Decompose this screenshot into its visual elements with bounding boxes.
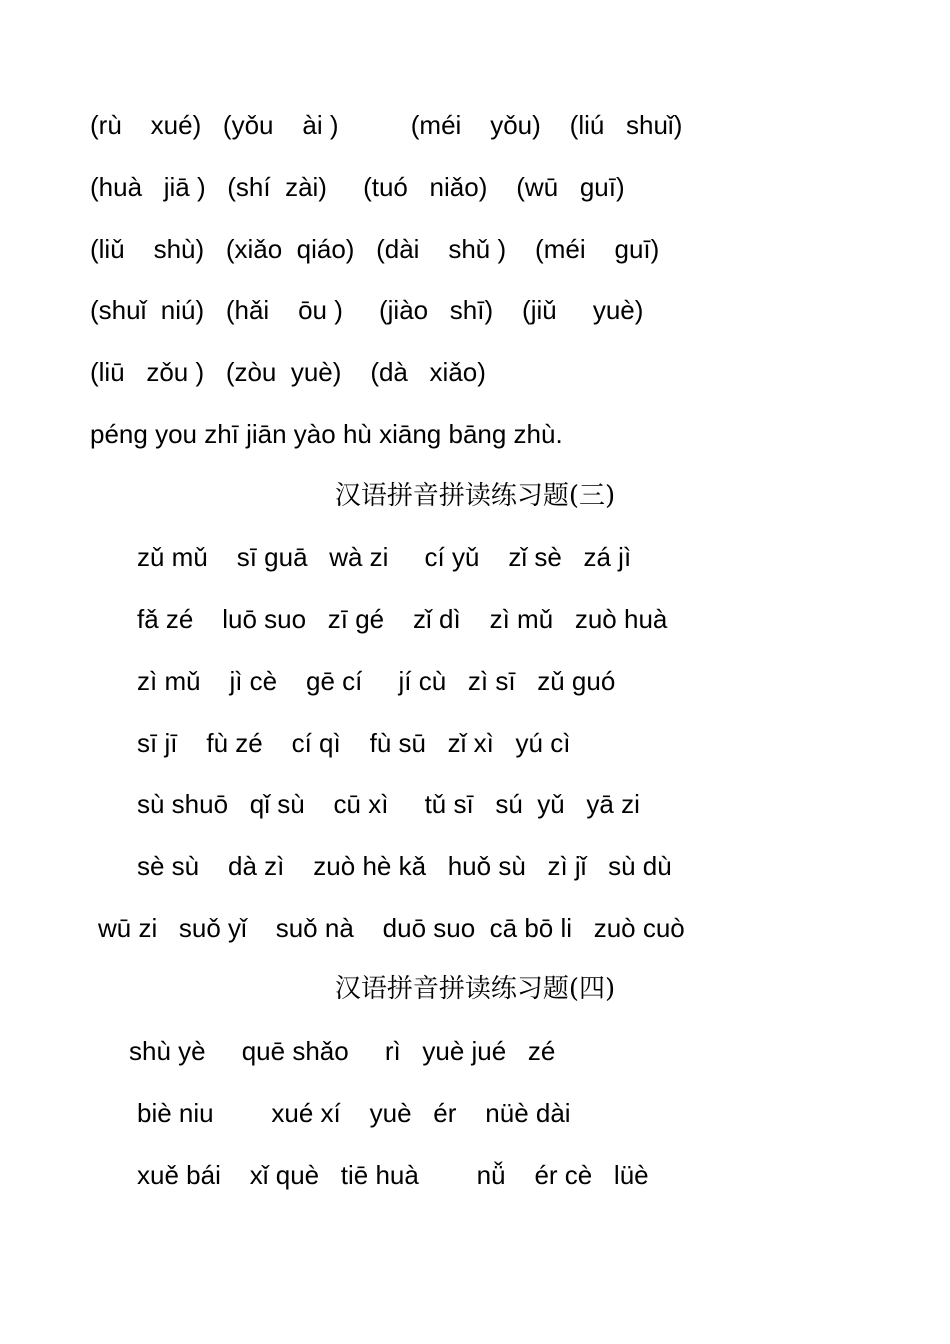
pinyin-line: (shuǐ niú) (hǎi ōu ) (jiào shī) (jiǔ yuè): [90, 295, 644, 325]
pinyin-line: zì mǔ jì cè ɡē cí jí cù zì sī zǔ ɡuó: [137, 666, 616, 696]
pinyin-line: fǎ zé luō suo zī ɡé zǐ dì zì mǔ zuò huà: [137, 604, 668, 634]
pinyin-sentence: péng you zhī jiān yào hù xiāng bāng zhù.: [90, 419, 563, 449]
pinyin-line: (huà jiā ) (shí zài) (tuó niǎo) (wū guī): [90, 172, 625, 202]
pinyin-line: biè niu xué xí yuè ér nüè dài: [137, 1098, 571, 1128]
pinyin-line: (rù xué) (yǒu ài ) (méi yǒu) (liú shuǐ): [90, 110, 683, 140]
pinyin-line: sè sù dà zì zuò hè kǎ huǒ sù zì jǐ sù dù: [137, 851, 672, 881]
pinyin-line: sī jī fù zé cí qì fù sū zǐ xì yú cì: [137, 728, 571, 758]
pinyin-line: (liǔ shù) (xiǎo qiáo) (dài shǔ ) (méi guī): [90, 234, 660, 264]
section-4-title: 汉语拼音拼读练习题(四): [334, 974, 616, 1004]
pinyin-line: (liū zǒu ) (zòu yuè) (dà xiǎo): [90, 357, 486, 387]
pinyin-line: sù shuō qǐ sù cū xì tǔ sī sú yǔ yā zi: [137, 789, 640, 819]
pinyin-line: xuě bái xǐ què tiē huà nǚ ér cè lüè: [137, 1160, 649, 1190]
section-3-title: 汉语拼音拼读练习题(三): [334, 481, 616, 511]
pinyin-line: zǔ mǔ sī ɡuā wà zi cí yǔ zǐ sè zá jì: [137, 542, 632, 572]
pinyin-line: wū zi suǒ yǐ suǒ nà duō suo cā bō li zuò cuò: [98, 913, 685, 943]
pinyin-line: shù yè quē shǎo rì yuè jué zé: [129, 1036, 556, 1066]
